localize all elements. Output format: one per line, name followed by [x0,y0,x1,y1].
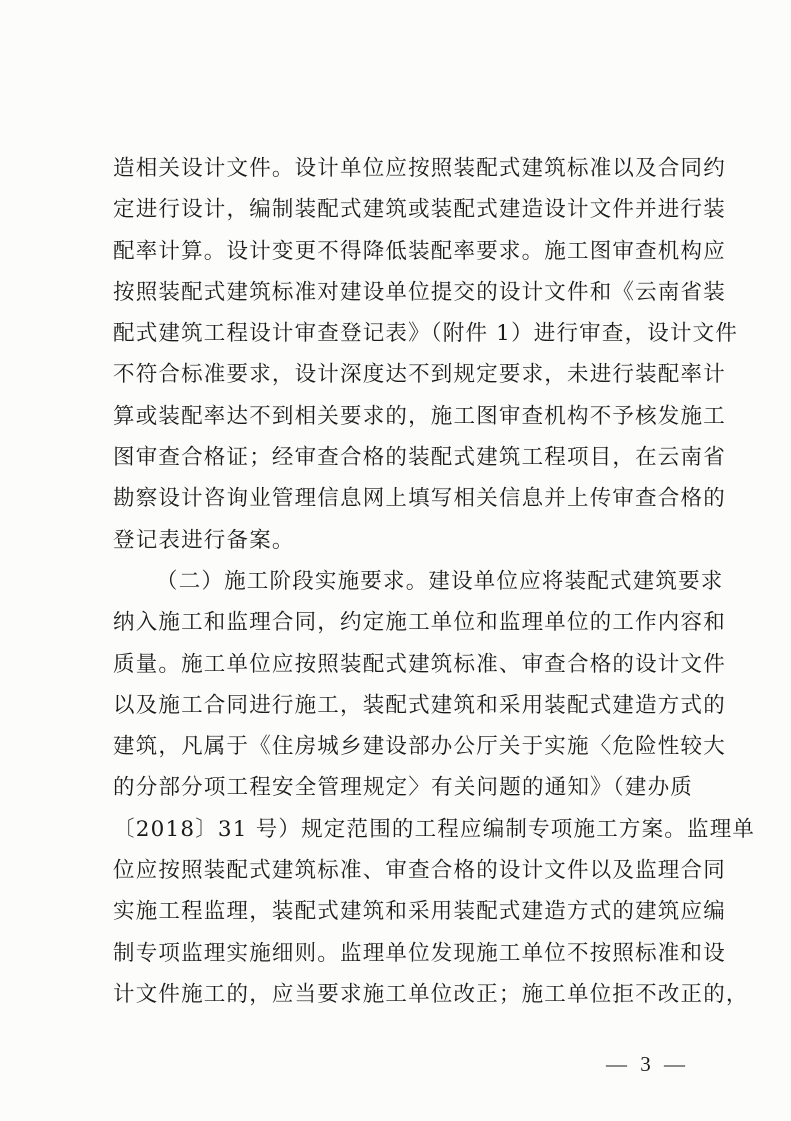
text-line: 造相关设计文件。设计单位应按照装配式建筑标准以及合同约 [113,156,726,181]
text-line: 位应按照装配式建筑标准、审查合格的设计文件以及监理合同 [113,858,726,884]
page-number: — 3 — [606,1052,689,1076]
text-line: 配率计算。设计变更不得降低装配率要求。施工图审查机构应 [113,238,726,264]
paragraph-design-review [113,148,739,561]
text-line-last: 登记表进行备案。 [113,527,295,553]
text-line: 实施工程监理，装配式建筑和采用装配式建造方式的建筑应编 [113,899,726,925]
text-line: 〔2018〕31 号）规定范围的工程应编制专项施工方案。监理单 [113,816,756,842]
text-line: 勘察设计咨询业管理信息网上填写相关信息并上传审查合格的 [113,486,726,512]
text-line: 质量。施工单位应按照装配式建筑标准、审查合格的设计文件 [113,651,726,677]
body-text [113,148,756,1015]
text-line: 建筑，凡属于《住房城乡建设部办公厅关于实施〈危险性较大 [113,734,726,760]
text-line: 定进行设计，编制装配式建筑或装配式建造设计文件并进行装 [113,197,726,223]
text-line: 制专项监理实施细则。监理单位发现施工单位不按照标准和设 [113,940,726,966]
text-line: 配式建筑工程设计审查登记表》（附件 1）进行审查，设计文件 [113,321,739,347]
paragraph-construction-stage [113,561,756,1015]
text-line: 纳入施工和监理合同，约定施工单位和监理单位的工作内容和 [113,610,726,636]
text-line: 的分部分项工程安全管理规定〉有关问题的通知》（建办质 [113,775,693,801]
text-line: 以及施工合同进行施工，装配式建筑和采用装配式建造方式的 [113,692,726,718]
text-line: 不符合标准要求，设计深度达不到规定要求，未进行装配率计 [113,362,726,388]
text-line: 计文件施工的，应当要求施工单位改正；施工单位拒不改正的， [113,981,749,1007]
text-line: 算或装配率达不到相关要求的，施工图审查机构不予核发施工 [113,403,726,429]
text-line: 图审查合格证；经审查合格的装配式建筑工程项目，在云南省 [113,445,726,471]
text-line: 按照装配式建筑标准对建设单位提交的设计文件和《云南省装 [113,279,726,305]
text-line-first: （二）施工阶段实施要求。建设单位应将装配式建筑要求 [156,568,724,594]
